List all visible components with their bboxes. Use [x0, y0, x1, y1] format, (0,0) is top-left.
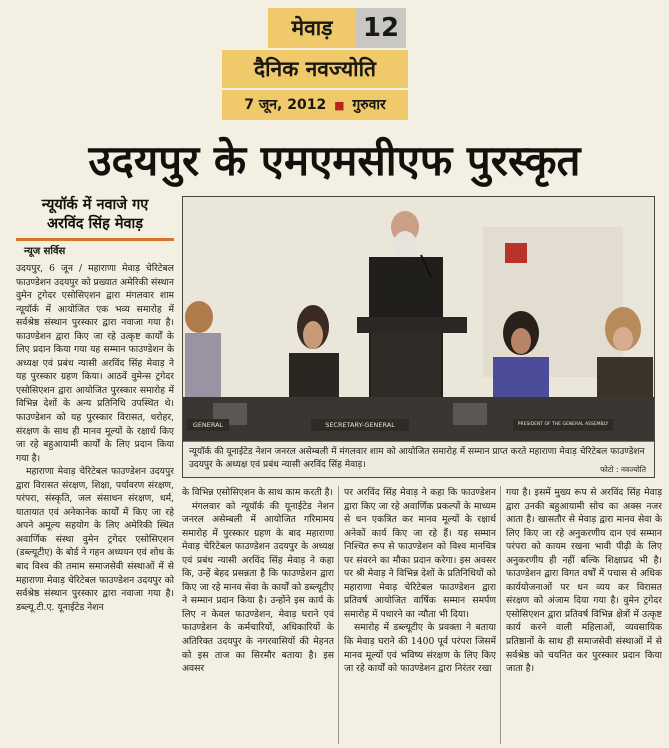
byline: न्यूज सर्विस — [24, 246, 66, 257]
date-text: 7 जून, 2012 — [244, 97, 327, 113]
article-paragraph: के विभिन्न एसोसिएशन के साथ काम करती है। — [182, 487, 333, 498]
article-paragraph: मंगलवार को न्यूयॉर्क की यूनाईटेड नेशन जनरल असेम्बली में आयोजित गरिमामय समारोह में पुरस्कार ग्रहण के बाद महाराणा मेवाड़ चेरिटेबल फाउण्डेशन उदयपुर के अध्यक्ष एवं प्रबंध न्यासी अरविंद सिंह मेवाड़ ने कहा कि, उन्हें बेहद प्रसन्नता है कि फाउण्डेशन द्वारा किए जा रहे मानव सेवा के कार्यों को डब्ल्यूटीए ने सम्मान प्रदान किया है। उन्होंने इस कार्य के लिए न केवल फाउण्डेशन, मेवाड़ घराने एवं फाउण्डेशन के कर्मचारियों, अधिकारियों के अतिरिक्त उदयपुर के नगरवासियों की मेहनत को इस ताज का सिरमौर बताया है। इस अवसर — [182, 500, 334, 675]
caption-text: न्यूयॉर्क की यूनाईटेड नेशन जनरल असेम्बली में मंगलवार शाम को आयोजित समारोह में सम्मान प्राप्त करते महाराणा मेवाड़ चेरिटेबल फाउण्डेशन उदयपुर के अध्यक्ष एवं प्रबंध न्यासी अरविंद सिंह मेवाड़। — [189, 447, 645, 470]
square-bullet-icon: ■ — [334, 99, 345, 112]
article-column-1 — [16, 262, 174, 746]
article-column-4 — [506, 486, 662, 748]
placard-president: PRESIDENT OF THE GENERAL ASSEMBLY — [513, 419, 613, 431]
subhead-line-1: न्यूयॉर्क में नवाजे गए — [41, 197, 149, 213]
masthead — [222, 8, 408, 120]
article-column-3 — [344, 486, 496, 748]
newspaper-name: दैनिक नवज्योति — [222, 50, 408, 88]
placard-general: GENERAL — [187, 419, 229, 431]
subhead — [16, 196, 174, 234]
photo-illustration — [183, 197, 655, 441]
left-column-header — [16, 196, 174, 260]
article-column-2 — [182, 486, 334, 748]
photo-caption — [183, 441, 654, 478]
headline: उदयपुर के एमएमसीएफ पुरस्कृत — [88, 136, 581, 185]
article-paragraph: पर अरविंद सिंह मेवाड़ ने कहा कि फाउण्डेशन द्वारा किए जा रहे अवार्णिक प्रकल्पों के माध्यम से धन एकत्रित कर मानव मूल्यों के रक्षार्थ अनेकों कार्य किए जा रहे हैं। यह सम्मान निश्चित रूप से फाउण्डेशन को विश्व मानचित्र पर संवरने का मौका प्रदान करेगा। इस अवसर पर श्री मेवाड़ ने विभिन्न देशों के प्रतिनिधियों को महाराणा मेवाड़ चेरिटेबल फाउण्डेशन द्वारा प्रतिवर्ष आयोजित वार्षिक सम्मान समर्पण समारोह में पधारने का न्यौता भी दिया। — [344, 487, 496, 620]
photo-credit: फोटो : नवज्योति — [600, 465, 646, 474]
placard-secretary-general: SECRETARY-GENERAL — [311, 419, 409, 431]
article-paragraph: समारोह में डब्ल्यूटीए के प्रवक्ता ने बताया कि मेवाड़ घराने की 1400 पूर्व परंपरा जिसमें मानव मूल्यों एवं भविष्य संरक्षण के लिए किए जा रहे कार्यों को फाउण्डेशन द्वारा निरंतर रखा — [344, 622, 496, 675]
article-paragraph: महाराणा मेवाड़ चेरिटेबल फाउण्डेशन उदयपुर द्वारा विरासत संरक्षण, शिक्षा, पर्यावरण संरक्षण, परंपरा, संस्कृति, जल संसाधन संरक्षण, धर्म, यातायात एवं अनेकानेक कार्यों में किए जा रहे अपने अमूल्य सहयोग के लिए अमेरिकी स्थित अवार्णिक संस्था वुमेन ट्रगेदर एसोसिएशन (डब्ल्यूटीए) के बोर्ड ने गहन अध्ययन एवं शोध के बाद विश्व की तमाम समाजसेवी संस्थाओं में से महाराणा मेवाड़ चेरिटेबल फाउण्डेशन उदयपुर को सर्वश्रेष्ठ संस्थान पुरस्कार द्वारा नवाजा गया है। डब्ल्यू.टी.ए. यूनाईटेड नेशन — [16, 466, 174, 613]
subhead-rule — [16, 238, 174, 241]
subhead-line-2: अरविंद सिंह मेवाड़ — [46, 216, 144, 232]
dateline — [222, 90, 408, 120]
page-number: 12 — [356, 8, 406, 48]
section-label: मेवाड़ — [268, 8, 356, 48]
column-divider — [500, 486, 501, 744]
column-divider — [338, 486, 339, 744]
day-text: गुरुवार — [352, 97, 386, 113]
article-paragraph: गया है। इसमें मुख्य रूप से अरविंद सिंह मेवाड़ द्वारा उनकी बहुआयामी सोच का अक्स नजर आता है। खासतौर से मेवाड़ द्वारा मानव सेवा के लिए किए जा रहे अनुकरणीय दान एवं सम्मान परंपरा को कायम रखना भावी पीढ़ी के लिए अनुकरणीय ही नहीं बल्कि शिक्षाप्रद भी है। फाउण्डेशन द्वारा विगत वर्षों में पचास से अधिक कार्ययोजनाओं पर धन व्यय कर विरासत संरक्षण को अंजाम दिया गया है। वुमेन ट्रगेदर एसोसिएशन द्वारा प्रतिवर्ष विभिन्न क्षेत्रों में उत्कृष्ट कार्य करने वाली महिलाओं, व्यवसायिक प्रतिष्ठानों के साथ ही समाजसेवी संस्थाओं में से सर्वश्रेष्ठ को चयनित कर पुरस्कार प्रदान किया जाता है। — [506, 487, 662, 675]
news-photo — [182, 196, 655, 478]
article-paragraph: उदयपुर, 6 जून / महाराणा मेवाड़ चेरिटेबल फाउण्डेशन उदयपुर को प्रख्यात अमेरिकी संस्थान वुमेन ट्रगेदर एसोसिएशन द्वारा मंगलवार शाम न्यूयॉर्क में आयोजित एक भव्य समारोह में सर्वश्रेष्ठ संस्थान पुरस्कार द्वारा नवाजा गया है। फाउण्डेशन द्वारा किए जा रहे उत्कृष्ट कार्यों के लिए प्रदान किया गया यह सम्मान फाउण्डेशन के अध्यक्ष एवं प्रबंध न्यासी अरविंद सिंह मेवाड़ ने यह पुरस्कार ग्रहण किया। आठवें वुमेन्स ट्रगेदर एसोसिएशन द्वारा आयोजित पुरस्कार समारोह में विभिन्न देशों के अन्य प्रतिनिधि उपस्थित थे। फाउण्डेशन को यह पुरस्कार विरासत, धरोहर, संरक्षण के साथ ही मानव मूल्यों के रक्षार्थ किए जा रहे बहुआयामी कार्यों के लिए प्रदान किया गया है। — [16, 263, 174, 464]
